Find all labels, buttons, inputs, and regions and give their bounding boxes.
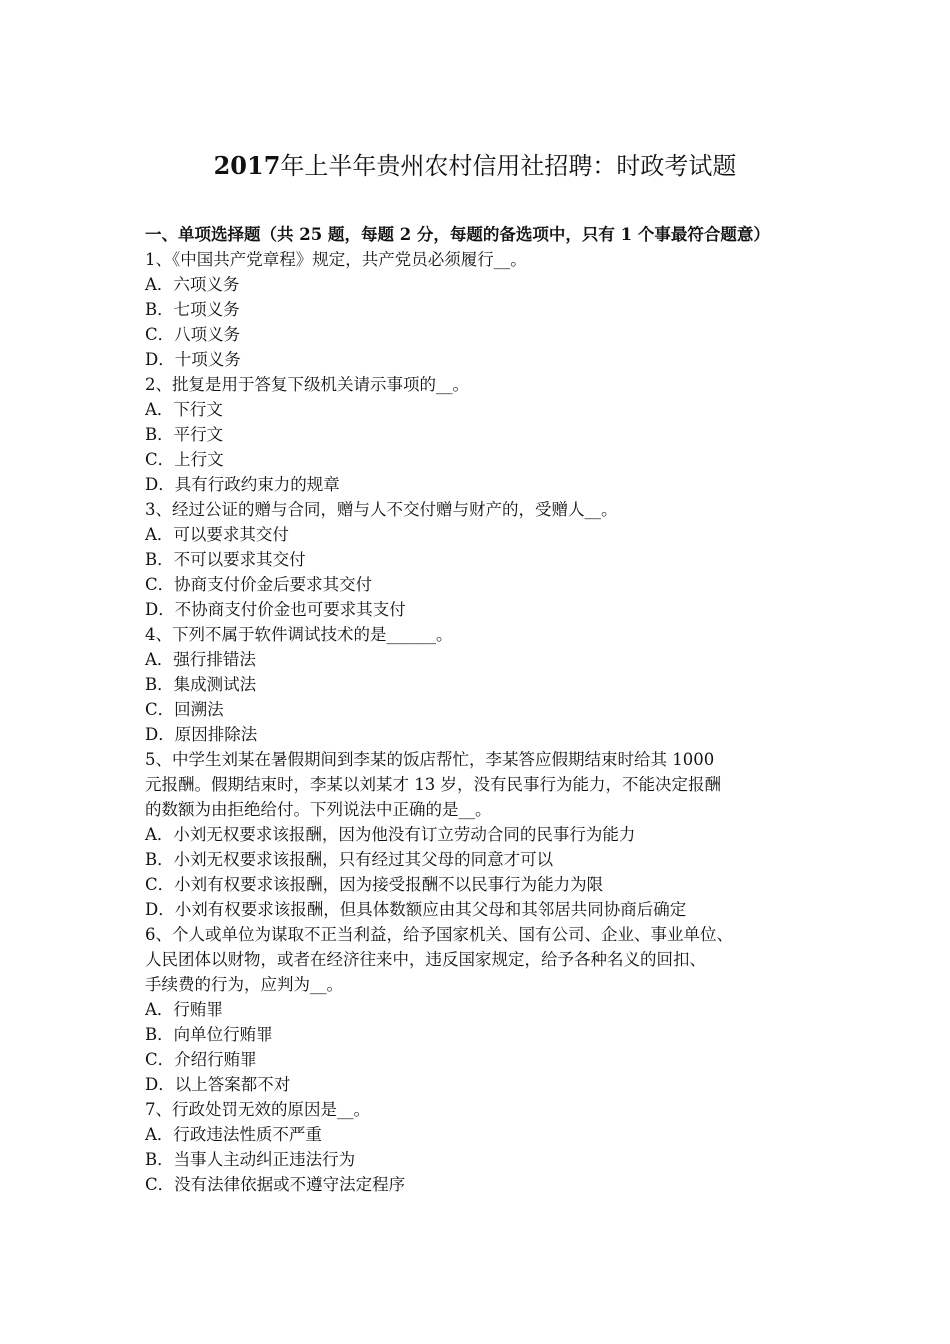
option-c: C．上行文	[145, 450, 224, 469]
question-stem-line: 6、个人或单位为谋取不正当利益，给予国家机关、国有公司、企业、事业单位、	[145, 925, 733, 944]
question-list	[145, 222, 815, 1197]
option-d: D．不协商支付价金也可要求其支付	[145, 600, 406, 619]
option-c: C．没有法律依据或不遵守法定程序	[145, 1175, 406, 1194]
page-title	[0, 148, 950, 184]
section-heading: 一、单项选择题（共 25 题，每题 2 分，每题的备选项中，只有 1 个事最符合题意）	[145, 225, 770, 244]
option-c: C．八项义务	[145, 325, 241, 344]
question-stem: 3、经过公证的赠与合同，赠与人不交付赠与财产的，受赠人__。	[145, 500, 618, 519]
question-stem: 2、批复是用于答复下级机关请示事项的__。	[145, 375, 469, 394]
option-c: C．协商支付价金后要求其交付	[145, 575, 373, 594]
option-b: B．不可以要求其交付	[145, 550, 306, 569]
option-d: D．十项义务	[145, 350, 241, 369]
question-stem-line: 人民团体以财物，或者在经济往来中，违反国家规定，给予各种名义的回扣、	[145, 950, 706, 969]
option-c: C．介绍行贿罪	[145, 1050, 257, 1069]
option-c: C．回溯法	[145, 700, 224, 719]
option-d: D．具有行政约束力的规章	[145, 475, 340, 494]
question-stem-line: 元报酬。假期结束时，李某以刘某才 13 岁，没有民事行为能力，不能决定报酬	[145, 775, 721, 794]
question-stem-line: 的数额为由拒绝给付。下列说法中正确的是__。	[145, 800, 492, 819]
option-a: A．强行排错法	[145, 650, 256, 669]
question-stem: 1、《中国共产党章程》规定，共产党员必须履行__。	[145, 250, 527, 269]
option-b: B．平行文	[145, 425, 224, 444]
option-b: B．小刘无权要求该报酬，只有经过其父母的同意才可以	[145, 850, 554, 869]
option-b: B．向单位行贿罪	[145, 1025, 273, 1044]
option-b: B．当事人主动纠正违法行为	[145, 1150, 356, 1169]
option-a: A．下行文	[145, 400, 223, 419]
option-d: D．以上答案都不对	[145, 1075, 291, 1094]
option-a: A．小刘无权要求该报酬，因为他没有订立劳动合同的民事行为能力	[145, 825, 636, 844]
title-year: 2017	[213, 151, 281, 180]
option-a: A．可以要求其交付	[145, 525, 289, 544]
question-stem-line: 手续费的行为，应判为__。	[145, 975, 343, 994]
option-d: D．小刘有权要求该报酬，但具体数额应由其父母和其邻居共同协商后确定	[145, 900, 687, 919]
title-text: 年上半年贵州农村信用社招聘：时政考试题	[280, 152, 737, 180]
option-c: C．小刘有权要求该报酬，因为接受报酬不以民事行为能力为限	[145, 875, 604, 894]
option-b: B．集成测试法	[145, 675, 257, 694]
option-d: D．原因排除法	[145, 725, 258, 744]
option-b: B．七项义务	[145, 300, 240, 319]
question-stem: 4、下列不属于软件调试技术的是______。	[145, 625, 453, 644]
option-a: A．行贿罪	[145, 1000, 223, 1019]
option-a: A．行政违法性质不严重	[145, 1125, 322, 1144]
question-stem-line: 5、中学生刘某在暑假期间到李某的饭店帮忙，李某答应假期结束时给其 1000	[145, 750, 715, 769]
option-a: A．六项义务	[145, 275, 240, 294]
question-stem: 7、行政处罚无效的原因是__。	[145, 1100, 370, 1119]
